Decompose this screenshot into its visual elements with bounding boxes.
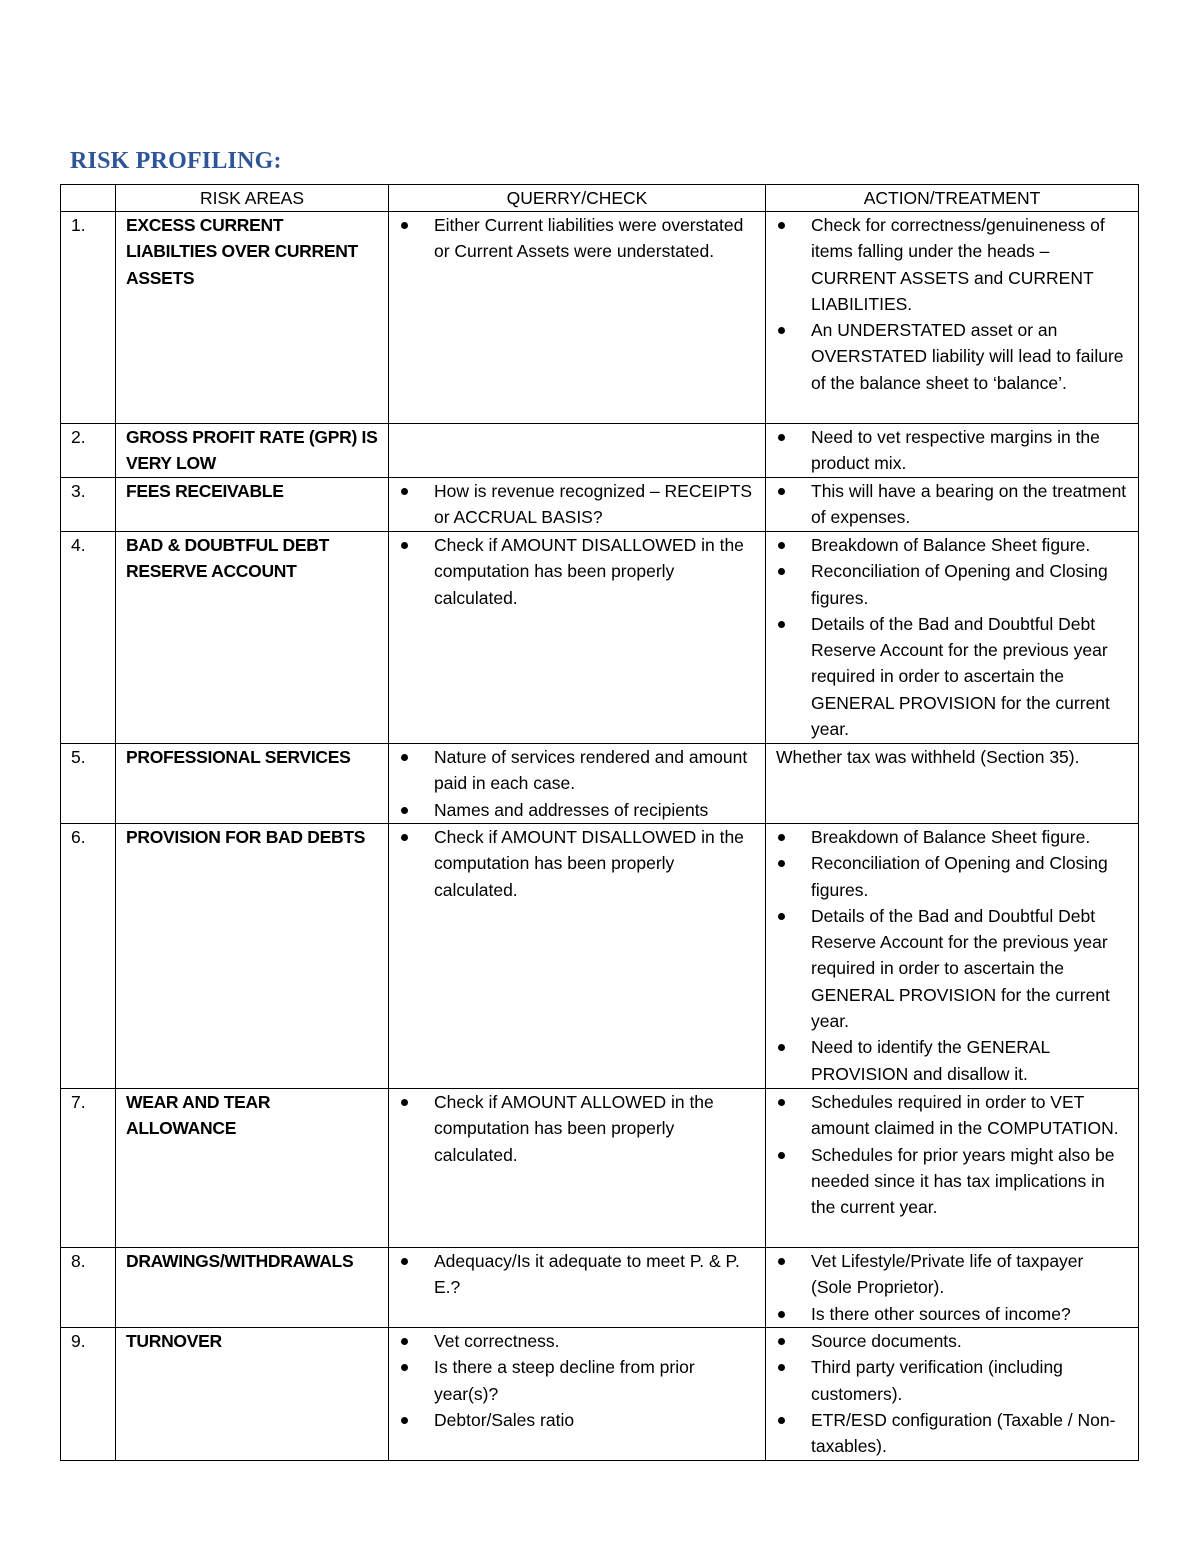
list-item	[776, 850, 1128, 903]
query-text: Check if AMOUNT DISALLOWED in the computation has been properly calculated.	[434, 827, 744, 900]
list-item	[776, 1407, 1128, 1460]
risk-area: GROSS PROFIT RATE (GPR) IS VERY LOW	[116, 424, 389, 478]
list-item	[776, 212, 1128, 317]
list-item	[399, 1328, 755, 1354]
row-number: 6.	[61, 824, 116, 1089]
header-number	[61, 185, 116, 212]
query-cell	[389, 1089, 766, 1248]
table-row	[61, 744, 1139, 824]
risk-area: EXCESS CURRENT LIABILTIES OVER CURRENT ASSETS	[116, 212, 389, 424]
row-number: 2.	[61, 424, 116, 478]
query-cell	[389, 1248, 766, 1328]
action-text: Whether tax was withheld (Section 35).	[776, 747, 1080, 767]
action-text: Vet Lifestyle/Private life of taxpayer (Sole Proprietor).	[811, 1251, 1084, 1298]
list-item	[776, 532, 1128, 558]
query-cell	[389, 424, 766, 478]
bullet-icon	[778, 1364, 785, 1371]
bullet-icon	[778, 1258, 785, 1265]
bullet-icon	[401, 542, 408, 549]
table-row	[61, 532, 1139, 744]
header-risk-areas: RISK AREAS	[116, 185, 389, 212]
action-text: Is there other sources of income?	[811, 1303, 1071, 1324]
list-item	[776, 824, 1128, 850]
action-cell	[766, 744, 1139, 824]
row-number: 7.	[61, 1089, 116, 1248]
list-item	[399, 532, 755, 611]
action-text: Check for correctness/genuineness of items falling under the heads – CURRENT ASSETS and CURRENT LIABILITIES.	[811, 215, 1105, 314]
bullet-icon	[401, 1258, 408, 1265]
bullet-icon	[778, 1338, 785, 1345]
list-item	[399, 824, 755, 903]
query-text: Names and addresses of recipients	[434, 799, 709, 820]
bullet-icon	[778, 327, 785, 334]
header-querry-check: QUERRY/CHECK	[389, 185, 766, 212]
query-cell	[389, 824, 766, 1089]
action-cell	[766, 212, 1139, 424]
bullet-icon	[778, 568, 785, 575]
action-text: Details of the Bad and Doubtful Debt Reserve Account for the previous year required in order to ascertain the GENERAL PROVISION for the current year.	[811, 905, 1110, 1032]
list-item	[399, 1089, 755, 1168]
query-text: Either Current liabilities were overstated or Current Assets were understated.	[434, 215, 744, 262]
risk-profiling-table	[60, 184, 1139, 1461]
bullet-icon	[778, 222, 785, 229]
query-text: Is there a steep decline from prior year(s)?	[434, 1357, 695, 1404]
bullet-icon	[778, 1311, 785, 1318]
bullet-icon	[778, 488, 785, 495]
query-cell	[389, 478, 766, 532]
row-number: 1.	[61, 212, 116, 424]
risk-area: WEAR AND TEAR ALLOWANCE	[116, 1089, 389, 1248]
action-cell	[766, 824, 1139, 1089]
bullet-icon	[401, 1417, 408, 1424]
bullet-icon	[401, 1099, 408, 1106]
bullet-icon	[401, 807, 408, 814]
action-text: An UNDERSTATED asset or an OVERSTATED liability will lead to failure of the balance sheet to ‘balance’.	[811, 320, 1124, 393]
list-item	[399, 1407, 755, 1433]
bullet-icon	[401, 754, 408, 761]
risk-area: PROVISION FOR BAD DEBTS	[116, 824, 389, 1089]
action-text: Third party verification (including customers).	[811, 1357, 1063, 1404]
list-item	[776, 1034, 1128, 1087]
bullet-icon	[401, 1338, 408, 1345]
query-cell	[389, 744, 766, 824]
list-item	[776, 611, 1128, 742]
row-number: 3.	[61, 478, 116, 532]
list-item	[776, 1089, 1128, 1142]
action-cell	[766, 532, 1139, 744]
bullet-icon	[401, 222, 408, 229]
risk-area: TURNOVER	[116, 1328, 389, 1461]
bullet-icon	[778, 621, 785, 628]
bullet-icon	[778, 860, 785, 867]
list-item	[776, 903, 1128, 1034]
risk-area: PROFESSIONAL SERVICES	[116, 744, 389, 824]
risk-area: FEES RECEIVABLE	[116, 478, 389, 532]
table-row	[61, 1248, 1139, 1328]
action-text: Details of the Bad and Doubtful Debt Reserve Account for the previous year required in order to ascertain the GENERAL PROVISION for the current year.	[811, 613, 1110, 740]
row-number: 9.	[61, 1328, 116, 1461]
bullet-icon	[778, 1152, 785, 1159]
bullet-icon	[778, 434, 785, 441]
action-cell	[766, 1248, 1139, 1328]
table-row	[61, 824, 1139, 1089]
query-text: Check if AMOUNT ALLOWED in the computation has been properly calculated.	[434, 1092, 714, 1165]
list-item	[776, 478, 1128, 531]
list-item	[776, 424, 1128, 477]
list-item	[399, 212, 755, 265]
query-text: Debtor/Sales ratio	[434, 1409, 575, 1430]
query-text: Check if AMOUNT DISALLOWED in the computation has been properly calculated.	[434, 535, 744, 608]
bullet-icon	[401, 834, 408, 841]
page-title: RISK PROFILING:	[70, 148, 282, 174]
list-item	[776, 1354, 1128, 1407]
bullet-icon	[778, 834, 785, 841]
risk-area: DRAWINGS/WITHDRAWALS	[116, 1248, 389, 1328]
bullet-icon	[778, 1417, 785, 1424]
query-cell	[389, 1328, 766, 1461]
action-text: This will have a bearing on the treatment of expenses.	[811, 481, 1127, 528]
action-cell	[766, 424, 1139, 478]
row-number: 8.	[61, 1248, 116, 1328]
action-cell	[766, 1089, 1139, 1248]
list-item	[399, 478, 755, 531]
action-text: Source documents.	[811, 1331, 962, 1351]
list-item	[776, 1142, 1128, 1221]
query-cell	[389, 212, 766, 424]
list-item	[776, 1301, 1128, 1327]
list-item	[776, 558, 1128, 611]
query-text: How is revenue recognized – RECEIPTS or ACCRUAL BASIS?	[434, 481, 753, 528]
action-cell	[766, 1328, 1139, 1461]
bullet-icon	[778, 1099, 785, 1106]
action-text: ETR/ESD configuration (Taxable / Non-taxables).	[811, 1409, 1116, 1457]
action-text: Schedules required in order to VET amount claimed in the COMPUTATION.	[811, 1092, 1119, 1139]
bullet-icon	[401, 1364, 408, 1371]
action-text: Need to vet respective margins in the product mix.	[811, 427, 1100, 474]
list-item	[399, 797, 755, 823]
list-item	[776, 1248, 1128, 1301]
list-item	[776, 1328, 1128, 1354]
action-text: Breakdown of Balance Sheet figure.	[811, 827, 1091, 847]
list-item	[399, 744, 755, 797]
list-item	[399, 1248, 755, 1301]
table-header-row	[61, 185, 1139, 212]
bullet-icon	[778, 1044, 785, 1051]
query-text: Nature of services rendered and amount paid in each case.	[434, 747, 748, 794]
bullet-icon	[778, 542, 785, 549]
row-number: 4.	[61, 532, 116, 744]
row-number: 5.	[61, 744, 116, 824]
list-item	[776, 317, 1128, 396]
header-action-treatment: ACTION/TREATMENT	[766, 185, 1139, 212]
table-row	[61, 1328, 1139, 1461]
action-cell	[766, 478, 1139, 532]
table-row	[61, 212, 1139, 424]
action-text: Schedules for prior years might also be needed since it has tax implications in the current year.	[811, 1144, 1115, 1218]
list-item	[399, 1354, 755, 1407]
query-cell	[389, 532, 766, 744]
action-text: Reconciliation of Opening and Closing figures.	[811, 853, 1108, 900]
bullet-icon	[401, 488, 408, 495]
table-row	[61, 478, 1139, 532]
action-text: Need to identify the GENERAL PROVISION and disallow it.	[811, 1037, 1050, 1084]
query-text: Adequacy/Is it adequate to meet P. & P. E.?	[434, 1251, 740, 1298]
action-text: Breakdown of Balance Sheet figure.	[811, 535, 1091, 555]
action-text: Reconciliation of Opening and Closing figures.	[811, 561, 1108, 608]
query-text: Vet correctness.	[434, 1331, 560, 1351]
bullet-icon	[778, 913, 785, 920]
table-row	[61, 424, 1139, 478]
risk-area: BAD & DOUBTFUL DEBT RESERVE ACCOUNT	[116, 532, 389, 744]
table-row	[61, 1089, 1139, 1248]
